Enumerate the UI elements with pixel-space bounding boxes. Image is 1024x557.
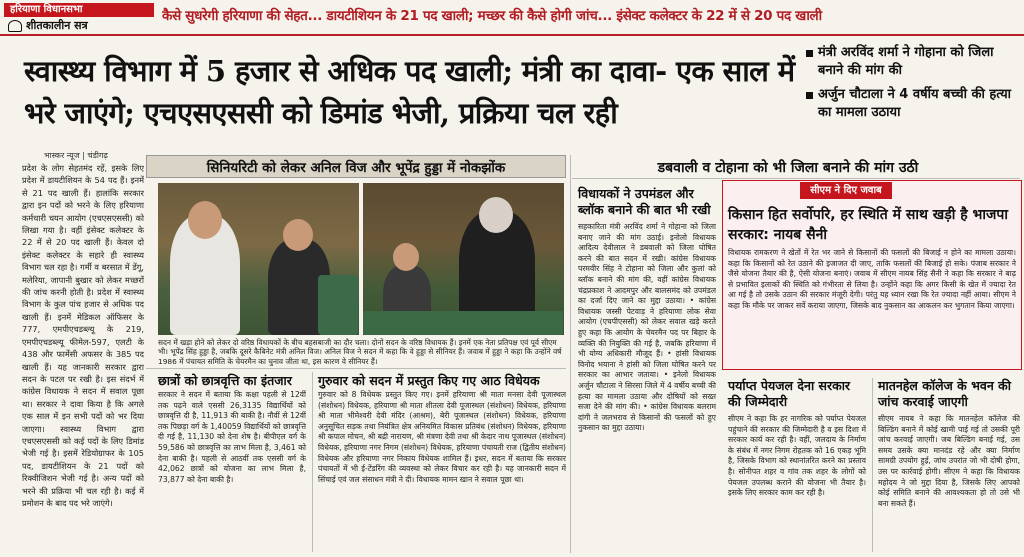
cm-answer-tab: सीएम ने दिए जवाब bbox=[800, 182, 892, 199]
bench bbox=[363, 311, 563, 335]
assembly-emblem-icon bbox=[8, 20, 22, 32]
side-bullet-text: अर्जुन चौटाला ने 4 वर्षीय बच्ची की हत्या का मामला उठाया bbox=[818, 87, 1011, 120]
subdivision-body: सहकारिता मंत्री अरविंद शर्मा ने गोहाना को जिला बनाए जाने की मांग उठाई। इनोलो विधायक आदित्य देवीलाल ने डबवाली को जिला घोषित करने की बात सदन में रखी। कांग्रेस विधायक परमवीर सिंह ने टोहाना को जिला और कुलां को ब्लॉक बनाने की मांग की, वहीं कांग्रेस विधायक चंद्रप्रकाश ने आदमपुर और बालसमंद को उपमंडल का दर्जा दिए जाने का मुद्दा उठाया। • कांग्रेस विधायक जस्सी पेटवाड़ ने हरियाणा लोक सेवा आयोग (एचपीएससी) को लेकर सवाल खड़े करते हुए कहा कि आयोग के चेयरमैन पद पर बिहार के व्यक्ति की नियुक्ति की गई है, जबकि हरियाणा में भी योग्य अधिकारी मौजूद हैं। • हांसी विधायक विनोद भयाना ने हांसी को जिला घोषित करने पर सरकार का आभार जताया। • इनेलो विधायक अर्जुन चौटाला ने सिरसा जिले में 4 वर्षीय बच्ची की हत्या का मामला उठाया और दोषियों को सख्त सजा देने की मांग की। • कांग्रेस विधायक बलराम दांगी ने जलभराव से किसानों की फसलों को हुए नुकसान का मुद्दा उठाया। bbox=[578, 222, 716, 433]
top-bar bbox=[0, 0, 1024, 36]
seated-head bbox=[393, 243, 419, 271]
divider bbox=[312, 372, 313, 552]
district-demand-banner: डबवाली व टोहाना को भी जिला बनाने की मांग उठी bbox=[657, 160, 919, 176]
top-ticker: कैसे सुधरेगी हरियाणा की सेहत... डायटीशियन के 21 पद खाली; मच्छर की कैसे होगी जांच... इंसेक्ट कलेक्टर के 22 में से 20 पद खाली bbox=[162, 8, 822, 24]
water-title: पर्याप्त पेयजल देना सरकार की जिम्मेदारी bbox=[728, 378, 851, 409]
speaker-head bbox=[479, 197, 513, 233]
speaker-head bbox=[188, 201, 222, 239]
cm-answer-body: विधायक रामकरण ने खेतों में रेत भर जाने से किसानों की फसलों की बिजाई न होने का मामला उठाया। कहा कि किसानों को रेत उठाने की इजाजत दी जाए, ताकि फसलों की बिजाई हो सके। पंजाब सरकार ने जैसे योजना तैयार की है, ऐसी योजना बनाएं। जवाब में सीएम नायब सिंह सैनी ने कहा कि सरकार ने बाढ़ से प्रभावित इलाकों की स्थिति को गंभीरता से लिया है। उन्होंने कहा कि अगर किसी के खेत में ज्यादा रेत आ गई है तो उसके उठान की सरकार मंजूरी देगी। परंतु यह ध्यान रखा कि रेत ज्यादा नहीं आया। सीएम ने कहा कि मौके पर जाकर सर्वे कराया जाएगा, जिसके बाद नुकसान का आकलन कर भुगतान किया जाएगा। bbox=[728, 248, 1016, 310]
scholarship-body: सरकार ने सदन में बताया कि कक्षा पहली से 12वीं तक पढ़ने वाले एससी 26,3135 विद्यार्थियों को छात्रवृत्ति दी है, 11,913 की बाकी है। नौवीं से 12वीं तक पिछड़ा वर्ग के 1,40059 विद्यार्थियों को छात्रवृत्ति दी गई है, 11,130 को देना शेष है। बीपीएल वर्ग के 59,586 को छात्रवृत्ति का लाभ मिला है, 3,461 को देना बाकी है। पहली से आठवीं तक एससी वर्ग के 42,062 छात्रों को योजना का लाभ मिला है, 73,877 को देना बाकी है। bbox=[158, 390, 306, 484]
divider bbox=[146, 368, 566, 369]
session-label-row bbox=[4, 17, 154, 34]
bullet-square-icon bbox=[806, 92, 813, 99]
assembly-photo-right bbox=[363, 183, 564, 335]
main-headline: स्वास्थ्य विभाग में 5 हजार से अधिक पद खाली; मंत्री का दावा- एक साल में भरे जाएंगे; एचएसएससी को डिमांड भेजी, प्रक्रिया चल रही bbox=[24, 54, 795, 130]
cm-answer-title: किसान हित सर्वोपरि, हर स्थिति में साथ खड़ी है भाजपा सरकार: नायब सैनी bbox=[728, 207, 1008, 243]
byline: भास्कर न्यूज | चंडीगढ़ bbox=[44, 151, 108, 160]
bills-body: गुरुवार को 8 विधेयक प्रस्तुत किए गए। इनमें हरियाणा श्री माता मनसा देवी पूजास्थल (संशोधन) विधेयक, हरियाणा श्री माता शीतला देवी पूजास्थल (संशोधन) विधेयक, हरियाणा श्री माता भीमेश्वरी देवी मंदिर (आश्रम), बेरी पूजास्थल (संशोधन) विधेयक, हरियाणा अनुसूचित सड़क तथा नियंत्रित क्षेत्र अनियमित विकास प्रतिबंध (संशोधन) विधेयक, हरियाणा श्री कपाल मोचन, श्री बद्री नारायण, श्री मंत्रणा देवी तथा श्री केदार नाथ पूजास्थल (संशोधन) विधेयक, हरियाणा नगर निगम (संशोधन) विधेयक, हरियाणा पंचायती राज (द्वितीय संशोधन) विधेयक और हरियाणा नगर निकाय विधेयक शामिल हैं। इधर, सदन में बताया कि सरकार पंचायतों में भी ई-टेंडरिंग की व्यवस्था को लेकर विचार कर रही है। यह जानकारी सदन में सिंचाई एवं जल संसाधन मंत्री ने दी। विधायक मामन खान ने सवाल पूछा था। bbox=[318, 390, 566, 484]
bills-title: गुरुवार को सदन में प्रस्तुत किए गए आठ विधेयक bbox=[318, 373, 540, 388]
session-label: शीतकालीन सत्र bbox=[26, 19, 88, 32]
photo-banner: सिनियरिटी को लेकर अनिल विज और भूपेंद्र हुड्डा में नोकझोंक bbox=[146, 155, 566, 178]
side-bullet-2 bbox=[806, 86, 1018, 122]
photo-caption: सदन में खड़ा होने को लेकर दो वरिष्ठ विधायकों के बीच बहसबाजी का दौर चला। दोनों सदन के वरिष्ठ विधायक हैं। इनमें एक नेता प्रतिपक्ष एवं पूर्व सीएम भी। भूपेंद्र सिंह हुड्डा है, जबकि दूसरे कैबिनेट मंत्री अनिल विज। अनिल विज ने सदन में कहा कि वे हुड्डा से सीनियर हैं। जवाब में हुड्डा ने कहा कि उन्होंने वर्ष 1986 में पंचायत समिति के चेयरमैन का चुनाव जीता था, इस कारण वे सीनियर हैं। bbox=[158, 338, 562, 366]
photo-strip bbox=[158, 183, 564, 335]
side-bullet-1 bbox=[806, 44, 1018, 80]
bullet-square-icon bbox=[806, 50, 813, 57]
assembly-label: हरियाणा विधानसभा bbox=[4, 3, 154, 17]
college-title: मातनहेल कॉलेज के भवन की जांच करवाई जाएगी bbox=[878, 378, 1011, 409]
scholarship-title: छात्रों को छात्रवृत्ति का इंतजार bbox=[158, 373, 292, 388]
side-bullets bbox=[806, 44, 1018, 128]
water-body: सीएम ने कहा कि हर नागरिक को पर्याप्त पेयजल पहुंचाने की सरकार की जिम्मेदारी है व इस दिशा में सरकार कार्य कर रही है। वहीं, जलदाय के निर्माण के संबंध में नगर निगम रोहतक को 16 एकड़ भूमि है, जिसके विभाग को स्थानांतरित करने का प्रस्ताव है। सोनीपत शहर व गांव तक शहर के लोगों को पेयजल उपलब्ध कराने की योजना भी तैयार है। इसके लिए सरकार काम कर रही है। bbox=[728, 414, 866, 498]
member-head bbox=[283, 219, 313, 251]
divider bbox=[570, 155, 571, 553]
side-bullet-text: मंत्री अरविंद शर्मा ने गोहाना को जिला बनाने की मांग की bbox=[818, 45, 994, 78]
subdivision-title: विधायकों ने उपमंडल और ब्लॉक बनाने की बात भी रखी bbox=[578, 186, 711, 217]
assembly-badge bbox=[4, 3, 154, 33]
bench bbox=[318, 275, 358, 335]
assembly-photo-left bbox=[158, 183, 359, 335]
divider bbox=[872, 378, 873, 552]
divider bbox=[572, 178, 1020, 179]
college-body: सीएम नायब ने कहा कि मातनहेल कॉलेज की बिल्डिंग बनाने में कोई खामी पाई गई तो उसकी पूरी जांच करवाई जाएगी। जब बिल्डिंग बनाई गई, उस समय उसके क्या मानदंड रहे और क्या निर्माण सामग्री उपयोग हुई, जांच उपरांत जो भी दोषी होगा, उस पर कार्रवाई होगी। सीएम ने कहा कि विधायक महोदय ने जो मुद्दा दिया है, जिसके लिए आपको कोई समिति बनाने की आवश्यकता हो तो उसे भी बना सकते हैं। bbox=[878, 414, 1020, 508]
lead-story-body: प्रदेश के लोग सेहतमंद रहें, इसके लिए प्रदेश में डायटीशियन के 54 पद हैं। इनमें से 21 पद खाली हैं। हालांकि सरकार द्वारा इन पदों को भरने के लिए हरियाणा कर्मचारी चयन आयोग (एचएसएससी) को लिखा गया है। वहीं इंसेक्ट कलेक्टर के 22 में से 20 पद खाली हैं। केवल दो इंसेक्ट कलेक्टर के सहारे ही स्वास्थ्य विभाग चल रहा है। गर्मी व बरसात में डेंगू, मलेरिया, जापानी बुखार को लेकर मच्छरों की जांच करनी होती है। प्रदेश में स्वास्थ्य विभाग के कुल पांच हजार से अधिक पद खाली हैं। इनमें मेडिकल ऑफिसर के 777, एमपीएचडब्ल्यू के 219, एमपीएचडब्ल्यू फीमेल-597, एलटी के 438 और फार्मेसी अफसर के 385 पद खाली हैं। यह जानकारी सरकार द्वारा सदन के पटल पर रखी है। इस संदर्भ में कांग्रेस विधायक ने सदन में सवाल पूछा था। सरकार ने दावा किया है कि अगले एक साल में इन सभी पदों को भर दिया जाएगा। स्वास्थ्य विभाग द्वारा एचएसएससी को कई पदों के लिए डिमांड भेजी गई है। इसमें रेडियोग्राफर के 105 पद, डायटीशियन के 21 पदों को रिक्वीजिशन भेजी गई है। अन्य पदों को भरने की प्रक्रिया भी चल रही है। कई में प्रमोशन के बाद पद भरे जाएंगे। bbox=[22, 163, 144, 508]
